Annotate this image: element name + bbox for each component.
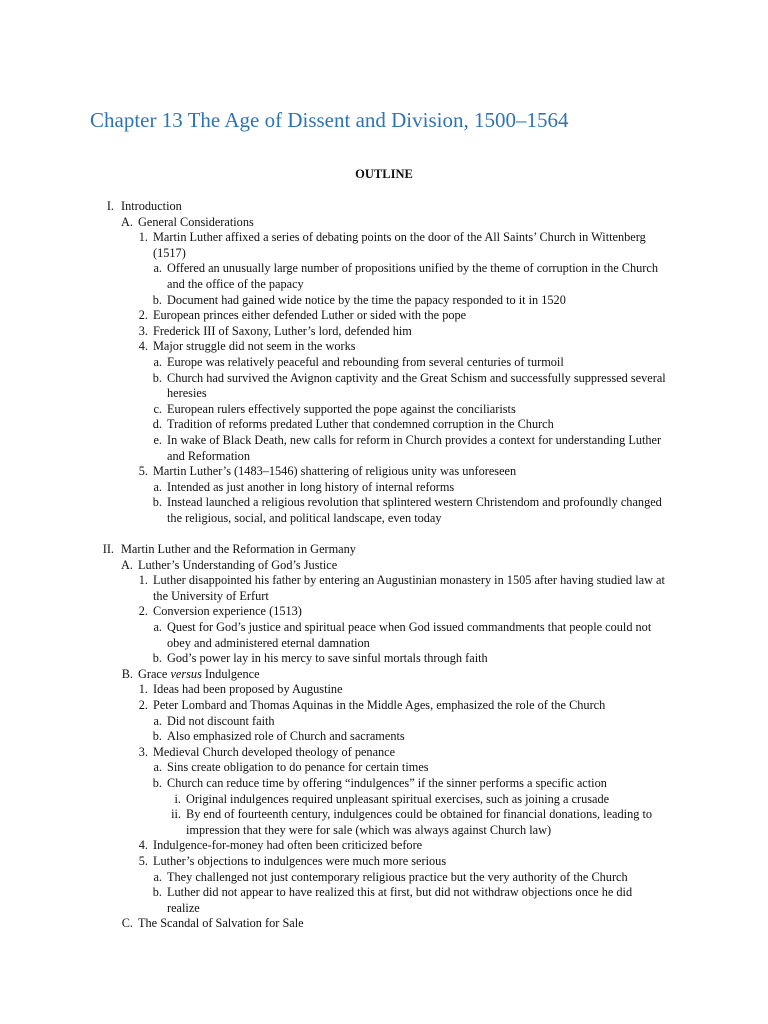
outline-item-text: Did not discount faith xyxy=(167,713,275,728)
outline-item xyxy=(0,792,768,808)
outline-item-text: Also emphasized role of Church and sacraments xyxy=(167,729,405,744)
outline-item xyxy=(0,573,768,589)
outline-item-number: 1. xyxy=(138,682,148,697)
outline-item-text: By end of fourteenth century, indulgences could be obtained for financial donations, leading to xyxy=(186,807,653,822)
outline-item-number: a. xyxy=(153,869,162,884)
outline-item xyxy=(0,386,768,402)
outline-item xyxy=(0,542,768,558)
outline-item xyxy=(0,277,768,293)
outline-item-text: the University of Erfurt xyxy=(153,588,269,603)
outline-item-number: b. xyxy=(152,651,162,666)
outline-item-number: 5. xyxy=(138,464,148,479)
outline-item xyxy=(0,838,768,854)
outline-item-emphasis: versus xyxy=(170,666,202,681)
outline-item-number: 4. xyxy=(138,339,148,354)
outline-item-number: a. xyxy=(153,713,162,728)
outline-item-number: b. xyxy=(152,370,162,385)
outline-item-number: B. xyxy=(121,666,133,681)
outline-item-number: b. xyxy=(152,495,162,510)
outline-item xyxy=(0,199,768,215)
outline-item-number: b. xyxy=(152,775,162,790)
outline-item xyxy=(0,324,768,340)
outline-item xyxy=(0,604,768,620)
outline-item xyxy=(0,714,768,730)
outline-item xyxy=(0,339,768,355)
outline-item-number: 3. xyxy=(138,744,148,759)
outline-item-number: e. xyxy=(153,432,162,447)
outline-item-number: C. xyxy=(121,916,133,931)
outline-item xyxy=(0,433,768,449)
outline-item-text: Document had gained wide notice by the time the papacy responded to it in 1520 xyxy=(167,292,566,307)
outline-item xyxy=(0,745,768,761)
outline-item-number: 2. xyxy=(138,308,148,323)
outline-item-number: b. xyxy=(152,729,162,744)
outline-item xyxy=(0,417,768,433)
outline-item-number: a. xyxy=(153,261,162,276)
outline-item-text: In wake of Black Death, new calls for reform in Church provides a context for understanding Luther xyxy=(167,432,662,447)
outline-item-text: Luther disappointed his father by entering an Augustinian monastery in 1505 after having studied law at xyxy=(153,573,665,588)
outline-item-number: b. xyxy=(152,292,162,307)
outline-item-text: Church can reduce time by offering “indulgences” if the sinner performs a specific action xyxy=(167,775,607,790)
outline-item-text: Luther did not appear to have realized this at first, but did not withdraw objections once he did xyxy=(167,885,633,900)
outline-list xyxy=(0,199,768,932)
outline-item xyxy=(0,355,768,371)
outline-item-text: General Considerations xyxy=(138,214,254,229)
outline-item xyxy=(0,682,768,698)
outline-item-text: Intended as just another in long history of internal reforms xyxy=(167,479,455,494)
outline-item xyxy=(0,651,768,667)
outline-item xyxy=(0,308,768,324)
chapter-title: Chapter 13 The Age of Dissent and Division, 1500–1564 xyxy=(90,108,569,132)
outline-item-text: European rulers effectively supported the pope against the conciliarists xyxy=(167,401,516,416)
outline-item-number: A. xyxy=(121,214,133,229)
outline-item-text: Peter Lombard and Thomas Aquinas in the Middle Ages, emphasized the role of the Church xyxy=(153,698,606,712)
outline-item-number: 2. xyxy=(138,604,148,619)
outline-item xyxy=(0,885,768,901)
outline-heading: OUTLINE xyxy=(355,167,413,181)
outline-item-text: God’s power lay in his mercy to save sinful mortals through faith xyxy=(167,651,488,666)
outline-item-text-tail: Indulgence xyxy=(201,666,260,681)
outline-item-text: Medieval Church developed theology of penance xyxy=(153,744,396,759)
outline-item-text: Indulgence-for-money had often been criticized before xyxy=(153,838,423,853)
outline-item xyxy=(0,215,768,231)
outline-item xyxy=(0,760,768,776)
outline-item-number: a. xyxy=(153,479,162,494)
outline-item xyxy=(0,870,768,886)
outline-item xyxy=(0,729,768,745)
outline-item xyxy=(0,854,768,870)
outline-item xyxy=(0,589,768,605)
outline-item xyxy=(0,449,768,465)
outline-item-number: i. xyxy=(174,791,181,806)
outline-item-number: d. xyxy=(152,417,162,432)
outline-item xyxy=(0,620,768,636)
outline-item-text: Instead launched a religious revolution that splintered western Christendom and profoundly changed xyxy=(167,495,662,510)
outline-item xyxy=(0,776,768,792)
outline-item-text: and the office of the papacy xyxy=(167,276,304,291)
outline-item-number: 1. xyxy=(138,230,148,245)
outline-item-text: impression that they were for sale (which was always against Church law) xyxy=(186,822,552,837)
outline-item-number: II. xyxy=(102,542,114,557)
outline-item-text: Grace xyxy=(138,666,171,681)
outline-item xyxy=(0,901,768,917)
outline-item xyxy=(0,261,768,277)
outline-item-text: They challenged not just contemporary religious practice but the very authority of the Church xyxy=(167,869,628,884)
outline-item-text: Introduction xyxy=(121,199,182,213)
outline-item-text: Martin Luther’s (1483–1546) shattering of religious unity was unforeseen xyxy=(153,464,517,479)
outline-item-text: obey and administered eternal damnation xyxy=(167,635,370,650)
outline-item xyxy=(0,464,768,480)
outline-item xyxy=(0,558,768,574)
outline-item-number: a. xyxy=(153,620,162,635)
outline-item xyxy=(0,823,768,839)
outline-item-text: European princes either defended Luther or sided with the pope xyxy=(153,308,467,323)
outline-item-text: Major struggle did not seem in the works xyxy=(153,339,356,354)
outline-item-text: Luther’s Understanding of God’s Justice xyxy=(138,557,338,572)
outline-item-number: 2. xyxy=(138,698,148,712)
outline-item xyxy=(0,246,768,262)
outline-item-text: Frederick III of Saxony, Luther’s lord, defended him xyxy=(153,323,412,338)
outline-item-number: 4. xyxy=(138,838,148,853)
outline-item-number: ii. xyxy=(171,807,181,822)
outline-item-number: A. xyxy=(121,557,133,572)
outline-item-text: Quest for God’s justice and spiritual peace when God issued commandments that people could not xyxy=(167,620,652,635)
outline-item-number: a. xyxy=(153,354,162,369)
outline-item xyxy=(0,807,768,823)
outline-item-number: c. xyxy=(153,401,162,416)
outline-item xyxy=(0,698,768,714)
outline-item-text: Martin Luther affixed a series of debating points on the door of the All Saints’ Church in Wittenberg xyxy=(153,230,646,245)
outline-item-number: 3. xyxy=(138,323,148,338)
outline-item-text: The Scandal of Salvation for Sale xyxy=(138,916,304,931)
outline-item-text: Sins create obligation to do penance for certain times xyxy=(167,760,429,775)
outline-gap xyxy=(0,526,768,542)
outline-item xyxy=(0,636,768,652)
outline-item-text: Martin Luther and the Reformation in Germany xyxy=(121,542,356,557)
outline-item-text: realize xyxy=(167,900,200,915)
outline-item-text: Original indulgences required unpleasant spiritual exercises, such as joining a crusade xyxy=(186,791,610,806)
outline-item-number: 5. xyxy=(138,853,148,868)
outline-item-text: Europe was relatively peaceful and rebounding from several centuries of turmoil xyxy=(167,354,564,369)
outline-item-number: I. xyxy=(106,199,114,213)
outline-item-number: 1. xyxy=(138,573,148,588)
outline-item xyxy=(0,916,768,932)
outline-item-text: the religious, social, and political landscape, even today xyxy=(167,510,442,525)
outline-item xyxy=(0,667,768,683)
outline-item xyxy=(0,371,768,387)
outline-item-number: a. xyxy=(153,760,162,775)
outline-item-text: Ideas had been proposed by Augustine xyxy=(153,682,343,697)
outline-item-text: Luther’s objections to indulgences were much more serious xyxy=(153,853,447,868)
outline-item-text: Tradition of reforms predated Luther that condemned corruption in the Church xyxy=(167,417,554,432)
outline-item xyxy=(0,511,768,527)
outline-item-text: Offered an unusually large number of propositions unified by the theme of corruption in the Church xyxy=(167,261,658,276)
outline-item-number: b. xyxy=(152,885,162,900)
outline-item xyxy=(0,480,768,496)
outline-item-text: Conversion experience (1513) xyxy=(153,604,302,619)
outline-item-text: heresies xyxy=(167,386,207,401)
outline-item xyxy=(0,495,768,511)
outline-item-text: (1517) xyxy=(153,245,186,260)
outline-item-text: Church had survived the Avignon captivity and the Great Schism and successfully suppressed several xyxy=(167,370,666,385)
outline-item xyxy=(0,293,768,309)
outline-item xyxy=(0,230,768,246)
outline-item xyxy=(0,402,768,418)
outline-item-text: and Reformation xyxy=(167,448,250,463)
